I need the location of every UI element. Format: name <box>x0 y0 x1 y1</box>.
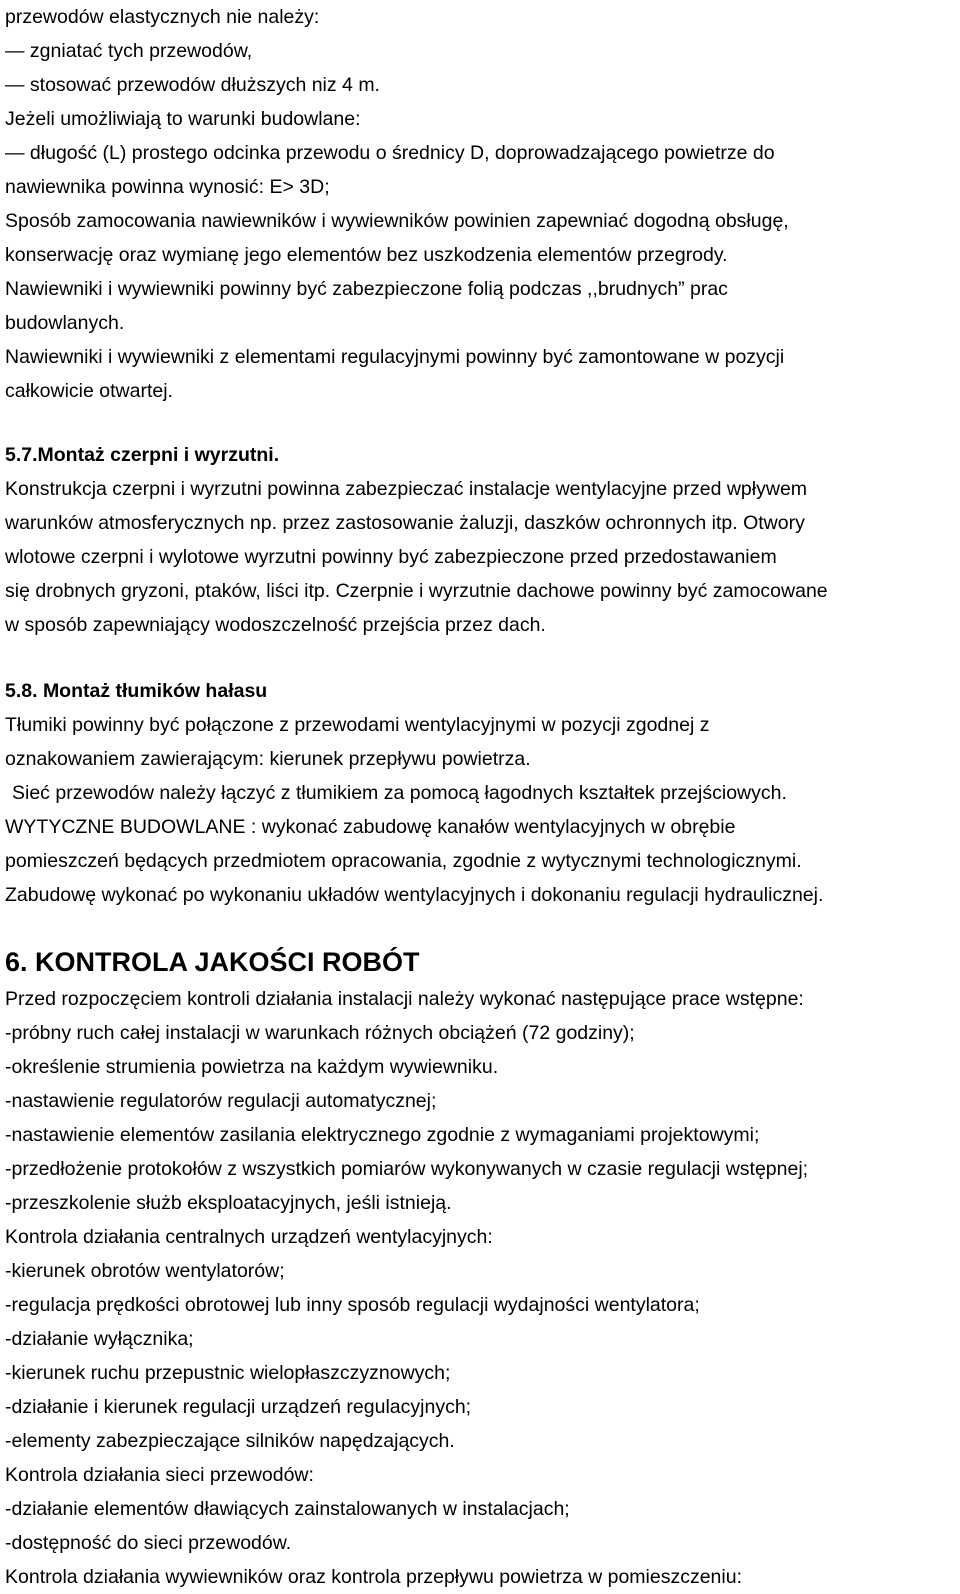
text-line: budowlanych. <box>5 312 125 334</box>
section-heading: 5.7.Montaż czerpni i wyrzutni. <box>5 444 280 466</box>
text-line: WYTYCZNE BUDOWLANE : wykonać zabudowę kanałów wentylacyjnych w obrębie <box>5 816 736 838</box>
text-line: się drobnych gryzoni, ptaków, liści itp. Czerpnie i wyrzutnie dachowe powinny być zamocowane <box>5 580 828 602</box>
text-line: Nawiewniki i wywiewniki powinny być zabezpieczone folią podczas ,,brudnych” prac <box>5 278 728 300</box>
section-heading: 5.8. Montaż tłumików hałasu <box>5 680 268 702</box>
text-line: Tłumiki powinny być połączone z przewodami wentylacyjnymi w pozycji zgodnej z <box>5 714 710 736</box>
section-5-7 <box>5 438 955 642</box>
text-line: pomieszczeń będących przedmiotem opracowania, zgodnie z wytycznymi technologicznymi. <box>5 850 802 872</box>
list-item: -przeszkolenie służb eksploatacyjnych, jeśli istnieją. <box>5 1192 452 1214</box>
text-line: wlotowe czerpni i wylotowe wyrzutni powinny być zabezpieczone przed przedostawaniem <box>5 546 777 568</box>
list-item: -nastawienie regulatorów regulacji automatycznej; <box>5 1090 437 1112</box>
section-6 <box>5 942 955 1594</box>
text-line: całkowicie otwartej. <box>5 380 173 402</box>
text-line: Nawiewniki i wywiewniki z elementami regulacyjnymi powinny być zamontowane w pozycji <box>5 346 785 368</box>
text-line: nawiewnika powinna wynosić: E> 3D; <box>5 176 330 198</box>
text-line: — zgniatać tych przewodów, <box>5 40 253 62</box>
chapter-heading: 6. KONTROLA JAKOŚCI ROBÓT <box>5 947 420 977</box>
text-line: Kontrola działania sieci przewodów: <box>5 1464 314 1486</box>
list-item: -określenie strumienia powietrza na każdym wywiewniku. <box>5 1056 499 1078</box>
text-line: Sieć przewodów należy łączyć z tłumikiem za pomocą łagodnych kształtek przejściowych. <box>12 782 787 804</box>
list-item: -działanie elementów dławiących zainstalowanych w instalacjach; <box>5 1498 570 1520</box>
text-line: Kontrola działania centralnych urządzeń wentylacyjnych: <box>5 1226 493 1248</box>
list-item: -dostępność do sieci przewodów. <box>5 1532 292 1554</box>
text-line: Kontrola działania wywiewników oraz kontrola przepływu powietrza w pomieszczeniu: <box>5 1566 743 1588</box>
list-item: -działanie wyłącznika; <box>5 1328 194 1350</box>
document-page <box>5 0 955 1594</box>
text-line: warunków atmosferycznych np. przez zastosowanie żaluzji, daszków ochronnych itp. Otwory <box>5 512 805 534</box>
text-line: — stosować przewodów dłuższych niz 4 m. <box>5 74 380 96</box>
list-item: -kierunek obrotów wentylatorów; <box>5 1260 285 1282</box>
text-line: Sposób zamocowania nawiewników i wywiewników powinien zapewniać dogodną obsługę, <box>5 210 789 232</box>
text-line: Jeżeli umożliwiają to warunki budowlane: <box>5 108 361 130</box>
spacer <box>5 642 955 674</box>
list-item: -elementy zabezpieczające silników napędzających. <box>5 1430 455 1452</box>
text-line: oznakowaniem zawierającym: kierunek przepływu powietrza. <box>5 748 531 770</box>
paragraph-block-ducts <box>5 0 955 408</box>
text-line: w sposób zapewniający wodoszczelność przejścia przez dach. <box>5 614 546 636</box>
list-item: -przedłożenie protokołów z wszystkich pomiarów wykonywanych w czasie regulacji wstępnej; <box>5 1158 809 1180</box>
spacer <box>5 408 955 438</box>
text-line: konserwację oraz wymianę jego elementów bez uszkodzenia elementów przegrody. <box>5 244 728 266</box>
text-line: — długość (L) prostego odcinka przewodu o średnicy D, doprowadzającego powietrze do <box>5 142 775 164</box>
text-line: Przed rozpoczęciem kontroli działania instalacji należy wykonać następujące prace wstępne: <box>5 988 804 1010</box>
list-item: -regulacja prędkości obrotowej lub inny sposób regulacji wydajności wentylatora; <box>5 1294 700 1316</box>
spacer <box>5 912 955 942</box>
text-line: Zabudowę wykonać po wykonaniu układów wentylacyjnych i dokonaniu regulacji hydraulicznej. <box>5 884 824 906</box>
section-5-8 <box>5 674 955 912</box>
list-item: -działanie i kierunek regulacji urządzeń regulacyjnych; <box>5 1396 472 1418</box>
list-item: -kierunek ruchu przepustnic wielopłaszczyznowych; <box>5 1362 451 1384</box>
list-item: -nastawienie elementów zasilania elektrycznego zgodnie z wymaganiami projektowymi; <box>5 1124 760 1146</box>
text-line: przewodów elastycznych nie należy: <box>5 6 320 28</box>
list-item: -próbny ruch całej instalacji w warunkach różnych obciążeń (72 godziny); <box>5 1022 635 1044</box>
text-line: Konstrukcja czerpni i wyrzutni powinna zabezpieczać instalacje wentylacyjne przed wpływem <box>5 478 808 500</box>
